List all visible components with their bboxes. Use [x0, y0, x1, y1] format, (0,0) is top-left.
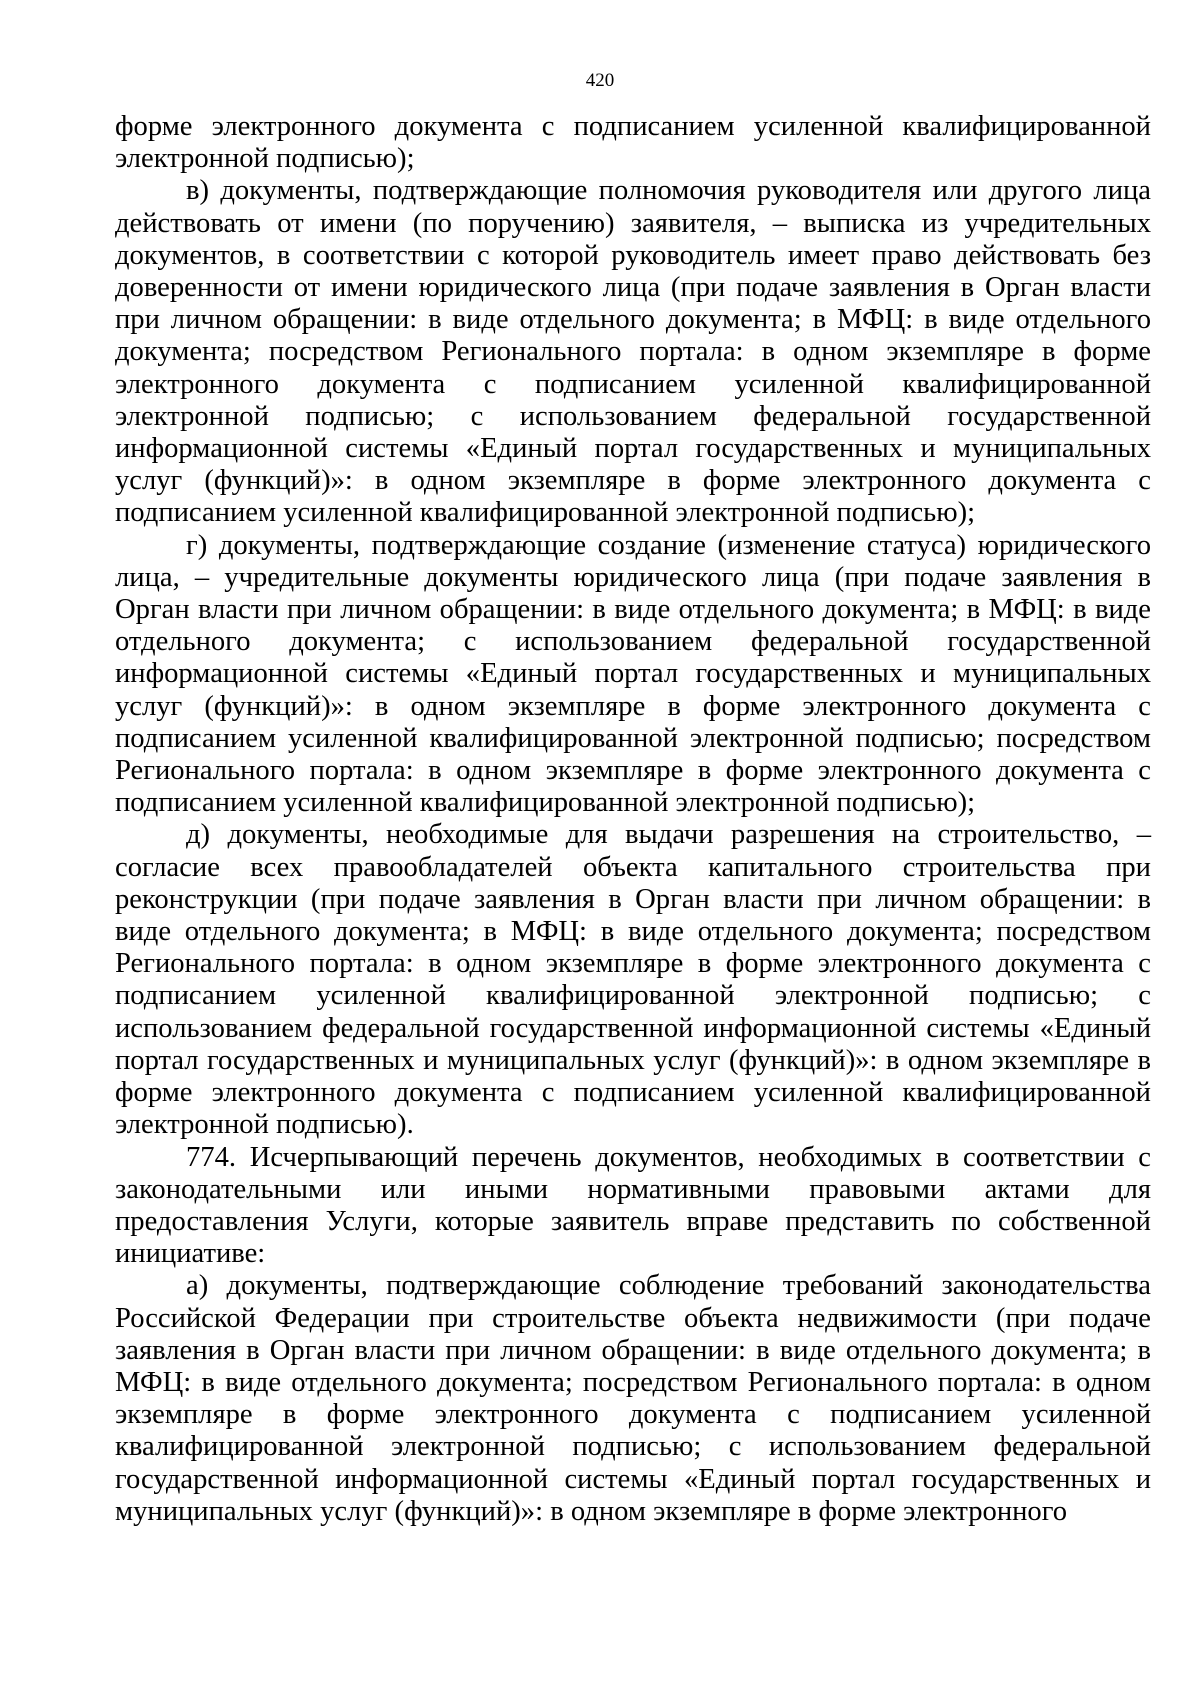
paragraph-clause-774: 774. Исчерпывающий перечень документов, необходимых в соответствии с законодательными или иными нормативными правовыми актами для предоставления Услуги, которые заявитель вправе представить по собственной инициативе:	[115, 1141, 1151, 1270]
document-body	[115, 111, 1151, 1528]
paragraph-item-a: а) документы, подтверждающие соблюдение требований законодательства Российской Федерации при строительстве объекта недвижимости (при подаче заявления в Орган власти при личном обращении: в виде отдельного документа; в МФЦ: в виде отдельного документа; посредством Регионального портала: в одном экземпляре в форме электронного документа с подписанием усиленной квалифицированной электронной подписью; с использованием федеральной государственной информационной системы «Единый портал государственных и муниципальных услуг (функций)»: в одном экземпляре в форме электронного	[115, 1270, 1151, 1527]
page-number: 420	[585, 70, 615, 91]
paragraph-item-v: в) документы, подтверждающие полномочия руководителя или другого лица действовать от имени (по поручению) заявителя, – выписка из учредительных документов, в соответствии с которой руководитель имеет право действовать без доверенности от имени юридического лица (при подаче заявления в Орган власти при личном обращении: в виде отдельного документа; в МФЦ: в виде отдельного документа; посредством Регионального портала: в одном экземпляре в форме электронного документа с подписанием усиленной квалифицированной электронной подписью; с использованием федеральной государственной информационной системы «Единый портал государственных и муниципальных услуг (функций)»: в одном экземпляре в форме электронного документа с подписанием усиленной квалифицированной электронной подписью);	[115, 175, 1151, 529]
paragraph-continuation: форме электронного документа с подписанием усиленной квалифицированной электронной подписью);	[115, 111, 1151, 175]
paragraph-item-g: г) документы, подтверждающие создание (изменение статуса) юридического лица, – учредительные документы юридического лица (при подаче заявления в Орган власти при личном обращении: в виде отдельного документа; в МФЦ: в виде отдельного документа; с использованием федеральной государственной информационной системы «Единый портал государственных и муниципальных услуг (функций)»: в одном экземпляре в форме электронного документа с подписанием усиленной квалифицированной электронной подписью; посредством Регионального портала: в одном экземпляре в форме электронного документа с подписанием усиленной квалифицированной электронной подписью);	[115, 529, 1151, 819]
paragraph-item-d: д) документы, необходимые для выдачи разрешения на строительство, – согласие всех правообладателей объекта капитального строительства при реконструкции (при подаче заявления в Орган власти при личном обращении: в виде отдельного документа; в МФЦ: в виде отдельного документа; посредством Регионального портала: в одном экземпляре в форме электронного документа с подписанием усиленной квалифицированной электронной подписью; с использованием федеральной государственной информационной системы «Единый портал государственных и муниципальных услуг (функций)»: в одном экземпляре в форме электронного документа с подписанием усиленной квалифицированной электронной подписью).	[115, 819, 1151, 1141]
